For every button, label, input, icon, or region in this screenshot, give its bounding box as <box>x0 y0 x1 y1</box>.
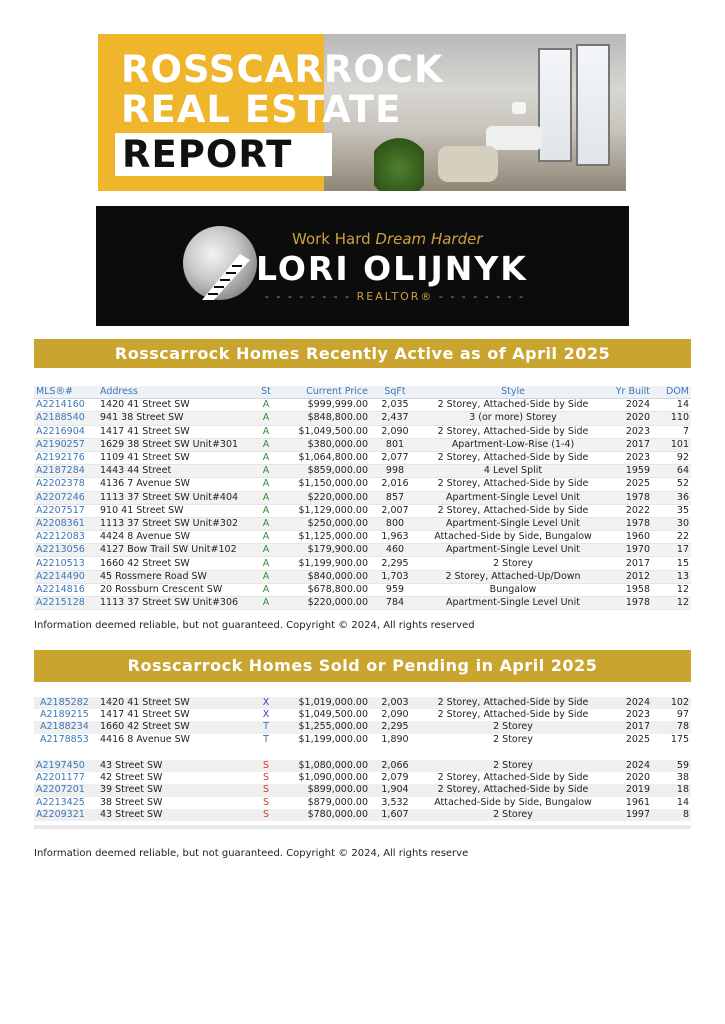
sold-listings-table <box>34 760 691 821</box>
mls-number-link[interactable]: A2210513 <box>34 557 98 570</box>
mls-number-link[interactable]: A2202378 <box>34 478 98 491</box>
sqft-cell: 1,890 <box>381 733 409 745</box>
year-built-cell: 2023 <box>606 425 652 438</box>
mls-number-link[interactable]: A2214490 <box>34 570 98 583</box>
sqft-cell: 1,904 <box>370 784 420 796</box>
days-on-market-cell: 78 <box>652 721 691 733</box>
style-cell: Apartment-Low-Rise (1-4) <box>420 438 606 451</box>
status-cell: S <box>248 784 284 796</box>
status-cell: A <box>248 557 284 570</box>
status-cell: T <box>248 721 284 733</box>
sqft-cell: 801 <box>370 438 420 451</box>
days-on-market-cell: 14 <box>676 796 689 808</box>
year-built-cell: 2020 <box>606 412 652 425</box>
status-cell: A <box>248 438 284 451</box>
style-cell: 2 Storey, Attached-Up/Down <box>420 570 606 583</box>
address-cell: 4136 7 Avenue SW <box>98 478 248 491</box>
style-cell: 2 Storey, Attached-Side by Side <box>437 709 589 721</box>
status-cell: S <box>262 796 270 808</box>
days-on-market-cell: 18 <box>652 784 691 796</box>
price-cell: $1,125,000.00 <box>284 531 370 544</box>
mls-number-link[interactable]: A2209321 <box>34 809 98 821</box>
active-section-title: Rosscarrock Homes Recently Active as of April 2025 <box>34 339 691 368</box>
year-built-cell: 2023 <box>625 709 650 721</box>
address-cell: 38 Street SW <box>100 796 163 808</box>
sold-section-title: Rosscarrock Homes Sold or Pending in April 2025 <box>34 650 691 682</box>
mls-number-link[interactable]: A2192176 <box>34 451 98 464</box>
days-on-market-cell: 7 <box>652 425 691 438</box>
sqft-cell: 1,963 <box>370 531 420 544</box>
table-row <box>34 570 691 583</box>
mls-number-link[interactable]: A2216904 <box>34 425 98 438</box>
sqft-cell: 2,016 <box>370 478 420 491</box>
address-cell: 43 Street SW <box>98 809 248 821</box>
style-cell: 2 Storey, Attached-Side by Side <box>437 772 589 784</box>
style-cell: 2 Storey, Attached-Side by Side <box>420 451 606 464</box>
price-cell: $220,000.00 <box>284 597 370 610</box>
style-cell: 2 Storey, Attached-Side by Side <box>420 399 606 412</box>
price-cell: $1,255,000.00 <box>284 721 370 733</box>
days-on-market-cell: 17 <box>652 544 691 557</box>
address-cell: 1417 41 Street SW <box>100 709 190 721</box>
year-built-cell: 2024 <box>606 697 652 709</box>
table-row <box>34 504 691 517</box>
year-built-cell: 2023 <box>606 451 652 464</box>
sqft-cell: 1,703 <box>370 570 420 583</box>
sqft-cell: 959 <box>370 583 420 596</box>
table-row <box>34 760 691 772</box>
table-row <box>34 583 691 596</box>
mls-number-link[interactable]: A2213425 <box>36 796 85 808</box>
price-cell: $780,000.00 <box>284 809 370 821</box>
col-price: Current Price <box>284 386 370 399</box>
price-cell: $1,049,500.00 <box>298 709 368 721</box>
year-built-cell: 1997 <box>606 809 652 821</box>
table-row <box>34 557 691 570</box>
table-row <box>34 438 691 451</box>
sqft-cell: 800 <box>370 517 420 530</box>
days-on-market-cell: 64 <box>652 465 691 478</box>
mls-number-link[interactable]: A2215128 <box>34 597 98 610</box>
price-cell: $1,199,900.00 <box>284 557 370 570</box>
sqft-cell: 2,035 <box>370 399 420 412</box>
table-row <box>34 784 691 796</box>
status-cell: A <box>248 597 284 610</box>
address-cell: 42 Street SW <box>100 772 163 784</box>
mls-number-link[interactable]: A2197450 <box>34 760 98 772</box>
table-row <box>34 772 691 784</box>
stairs-icon <box>196 250 250 300</box>
days-on-market-cell: 38 <box>676 772 689 784</box>
tagline-part1: Work Hard <box>292 230 376 248</box>
sqft-cell: 784 <box>370 597 420 610</box>
style-cell: 2 Storey, Attached-Side by Side <box>420 504 606 517</box>
year-built-cell: 2025 <box>606 478 652 491</box>
mls-number-link[interactable]: A2201177 <box>36 772 85 784</box>
table-row <box>34 809 691 821</box>
status-cell: X <box>248 697 284 709</box>
year-built-cell: 2012 <box>606 570 652 583</box>
status-cell: X <box>262 709 270 721</box>
year-built-cell: 1978 <box>606 491 652 504</box>
col-year: Yr Built <box>606 386 652 399</box>
price-cell: $999,999.00 <box>284 399 370 412</box>
table-row <box>34 721 691 733</box>
days-on-market-cell: 175 <box>670 733 689 745</box>
days-on-market-cell: 14 <box>652 399 691 412</box>
price-cell: $1,090,000.00 <box>298 772 368 784</box>
mls-number-link[interactable]: A2187284 <box>34 465 98 478</box>
table-row <box>34 531 691 544</box>
mls-number-link[interactable]: A2207517 <box>34 504 98 517</box>
address-cell: 1109 41 Street SW <box>98 451 248 464</box>
year-built-cell: 1978 <box>606 517 652 530</box>
status-cell: A <box>248 425 284 438</box>
price-cell: $1,129,000.00 <box>284 504 370 517</box>
plant-image <box>374 134 424 191</box>
table-row <box>34 399 691 412</box>
table-row <box>34 709 691 721</box>
status-cell: A <box>248 504 284 517</box>
year-built-cell: 2024 <box>606 760 652 772</box>
status-cell: A <box>248 570 284 583</box>
disclaimer-text: Information deemed reliable, but not guaranteed. Copyright © 2024, All rights reserve <box>34 848 469 859</box>
price-cell: $1,199,000.00 <box>298 733 368 745</box>
table-row <box>34 451 691 464</box>
sqft-cell: 2,077 <box>370 451 420 464</box>
year-built-cell: 1960 <box>606 531 652 544</box>
days-on-market-cell: 12 <box>652 597 691 610</box>
price-cell: $250,000.00 <box>284 517 370 530</box>
style-cell: 2 Storey <box>420 721 606 733</box>
table-row <box>34 478 691 491</box>
address-cell: 1660 42 Street SW <box>98 557 248 570</box>
days-on-market-cell: 35 <box>652 504 691 517</box>
mls-number-link[interactable]: A2208361 <box>34 517 98 530</box>
style-cell: Bungalow <box>420 583 606 596</box>
days-on-market-cell: 102 <box>652 697 691 709</box>
days-on-market-cell: 92 <box>652 451 691 464</box>
address-cell: 910 41 Street SW <box>98 504 248 517</box>
price-cell: $899,000.00 <box>284 784 370 796</box>
mls-number-link[interactable]: A2214816 <box>34 583 98 596</box>
status-cell: A <box>248 544 284 557</box>
address-cell: 4416 8 Avenue SW <box>100 733 190 745</box>
tagline-part2: Dream Harder <box>375 230 483 248</box>
banner-title-line3: REPORT <box>122 133 293 176</box>
col-address: Address <box>98 386 248 399</box>
price-cell: $848,800.00 <box>284 412 370 425</box>
lamp-image <box>512 102 526 114</box>
style-cell: 4 Level Split <box>420 465 606 478</box>
style-cell: 2 Storey, Attached-Side by Side <box>420 478 606 491</box>
address-cell: 4127 Bow Trail SW Unit#102 <box>98 544 248 557</box>
price-cell: $1,080,000.00 <box>284 760 370 772</box>
year-built-cell: 2017 <box>606 557 652 570</box>
price-cell: $879,000.00 <box>307 796 368 808</box>
days-on-market-cell: 101 <box>652 438 691 451</box>
price-cell: $179,900.00 <box>284 544 370 557</box>
realtor-name: LORI OLIJNYK <box>256 249 528 288</box>
pending-listings-table <box>34 697 691 746</box>
table-row <box>34 697 691 709</box>
year-built-cell: 2024 <box>606 399 652 412</box>
active-listings-table <box>34 386 691 610</box>
year-built-cell: 2017 <box>606 721 652 733</box>
style-cell: 2 Storey <box>420 557 606 570</box>
address-cell: 1113 37 Street SW Unit#404 <box>98 491 248 504</box>
mls-number-link[interactable]: A2188234 <box>34 721 98 733</box>
banner-title-line2: REAL ESTATE <box>121 88 402 131</box>
style-cell: Apartment-Single Level Unit <box>420 491 606 504</box>
address-cell: 1629 38 Street SW Unit#301 <box>98 438 248 451</box>
sqft-cell: 2,090 <box>381 709 409 721</box>
col-style: Style <box>420 386 606 399</box>
sqft-cell: 857 <box>370 491 420 504</box>
style-cell: 2 Storey <box>420 760 606 772</box>
window-image <box>576 44 610 166</box>
mls-number-link[interactable]: A2178853 <box>40 733 89 745</box>
table-row <box>34 491 691 504</box>
status-cell: A <box>248 478 284 491</box>
sqft-cell: 2,007 <box>370 504 420 517</box>
price-cell: $220,000.00 <box>284 491 370 504</box>
table-row <box>34 544 691 557</box>
col-status: St <box>248 386 284 399</box>
status-cell: S <box>248 760 284 772</box>
year-built-cell: 2017 <box>606 438 652 451</box>
address-cell: 1443 44 Street <box>98 465 248 478</box>
year-built-cell: 1961 <box>625 796 650 808</box>
price-cell: $1,049,500.00 <box>284 425 370 438</box>
days-on-market-cell: 15 <box>652 557 691 570</box>
disclaimer-text: Information deemed reliable, but not guaranteed. Copyright © 2024, All rights reserved <box>34 620 475 631</box>
sqft-cell: 2,079 <box>381 772 409 784</box>
year-built-cell: 2025 <box>625 733 650 745</box>
sqft-cell: 3,532 <box>381 796 409 808</box>
year-built-cell: 1959 <box>606 465 652 478</box>
style-cell: 2 Storey <box>493 733 533 745</box>
address-cell: 20 Rossburn Crescent SW <box>98 583 248 596</box>
price-cell: $840,000.00 <box>284 570 370 583</box>
address-cell: 1417 41 Street SW <box>98 425 248 438</box>
price-cell: $380,000.00 <box>284 438 370 451</box>
address-cell: 45 Rossmere Road SW <box>98 570 248 583</box>
days-on-market-cell: 30 <box>652 517 691 530</box>
chair-image <box>438 146 498 182</box>
mls-number-link[interactable]: A2185282 <box>34 697 98 709</box>
price-cell: $1,064,800.00 <box>284 451 370 464</box>
days-on-market-cell: 22 <box>652 531 691 544</box>
price-cell: $1,019,000.00 <box>284 697 370 709</box>
status-cell: A <box>248 465 284 478</box>
mls-number-link[interactable]: A2207201 <box>34 784 98 796</box>
price-cell: $859,000.00 <box>284 465 370 478</box>
table-row <box>34 797 691 809</box>
days-on-market-cell: 12 <box>652 583 691 596</box>
truncated-row <box>34 825 691 829</box>
mls-number-link[interactable]: A2213056 <box>34 544 98 557</box>
style-cell: Attached-Side by Side, Bungalow <box>420 531 606 544</box>
address-cell: 43 Street SW <box>98 760 248 772</box>
status-cell: A <box>248 451 284 464</box>
address-cell: 4424 8 Avenue SW <box>98 531 248 544</box>
sqft-cell: 1,607 <box>370 809 420 821</box>
sqft-cell: 998 <box>370 465 420 478</box>
days-on-market-cell: 36 <box>652 491 691 504</box>
price-cell: $678,800.00 <box>284 583 370 596</box>
style-cell: 2 Storey, Attached-Side by Side <box>420 697 606 709</box>
status-cell: S <box>262 772 270 784</box>
sqft-cell: 460 <box>370 544 420 557</box>
year-built-cell: 1958 <box>606 583 652 596</box>
sqft-cell: 2,437 <box>370 412 420 425</box>
sqft-cell: 2,003 <box>370 697 420 709</box>
realtor-label: - - - - - - - - REALTOR® - - - - - - - - <box>264 290 526 303</box>
sqft-cell: 2,295 <box>370 721 420 733</box>
status-cell: A <box>248 517 284 530</box>
window-image <box>538 48 572 162</box>
style-cell: Apartment-Single Level Unit <box>420 597 606 610</box>
year-built-cell: 2022 <box>606 504 652 517</box>
mls-number-link[interactable]: A2212083 <box>34 531 98 544</box>
table-header-row <box>34 386 691 399</box>
status-cell: A <box>248 491 284 504</box>
year-built-cell: 1978 <box>606 597 652 610</box>
mls-number-link[interactable]: A2188540 <box>34 412 98 425</box>
table-row <box>34 597 691 610</box>
table-row <box>34 465 691 478</box>
mls-number-link[interactable]: A2190257 <box>34 438 98 451</box>
style-cell: Apartment-Single Level Unit <box>420 517 606 530</box>
style-cell: Attached-Side by Side, Bungalow <box>434 796 592 808</box>
year-built-cell: 2020 <box>625 772 650 784</box>
days-on-market-cell: 59 <box>652 760 691 772</box>
address-cell: 1113 37 Street SW Unit#306 <box>98 597 248 610</box>
status-cell: A <box>248 583 284 596</box>
style-cell: 3 (or more) Storey <box>420 412 606 425</box>
status-cell: A <box>248 531 284 544</box>
status-cell: A <box>248 412 284 425</box>
table-row <box>34 412 691 425</box>
days-on-market-cell: 52 <box>652 478 691 491</box>
sqft-cell: 2,295 <box>370 557 420 570</box>
mls-number-link[interactable]: A2207246 <box>34 491 98 504</box>
year-built-cell: 1970 <box>606 544 652 557</box>
mls-number-link[interactable]: A2214160 <box>34 399 98 412</box>
address-cell: 1420 41 Street SW <box>98 697 248 709</box>
col-sqft: SqFt <box>370 386 420 399</box>
col-mls: MLS®# <box>34 386 98 399</box>
status-cell: A <box>248 399 284 412</box>
table-row <box>34 517 691 530</box>
address-cell: 1660 42 Street SW <box>98 721 248 733</box>
year-built-cell: 2019 <box>606 784 652 796</box>
days-on-market-cell: 8 <box>652 809 691 821</box>
sqft-cell: 2,066 <box>370 760 420 772</box>
style-cell: 2 Storey, Attached-Side by Side <box>420 784 606 796</box>
banner-title-line1: ROSSCARROCK <box>121 48 444 91</box>
mls-number-link[interactable]: A2189215 <box>40 709 89 721</box>
sofa-image <box>486 126 542 150</box>
col-dom: DOM <box>652 386 691 399</box>
style-cell: Apartment-Single Level Unit <box>420 544 606 557</box>
days-on-market-cell: 97 <box>676 709 689 721</box>
address-cell: 39 Street SW <box>98 784 248 796</box>
table-row <box>34 425 691 438</box>
style-cell: 2 Storey, Attached-Side by Side <box>420 425 606 438</box>
logo-tagline <box>292 230 483 248</box>
style-cell: 2 Storey <box>420 809 606 821</box>
days-on-market-cell: 110 <box>652 412 691 425</box>
status-cell: T <box>263 733 269 745</box>
address-cell: 941 38 Street SW <box>98 412 248 425</box>
days-on-market-cell: 13 <box>652 570 691 583</box>
address-cell: 1420 41 Street SW <box>98 399 248 412</box>
price-cell: $1,150,000.00 <box>284 478 370 491</box>
table-row <box>34 734 691 746</box>
status-cell: S <box>248 809 284 821</box>
address-cell: 1113 37 Street SW Unit#302 <box>98 517 248 530</box>
sqft-cell: 2,090 <box>370 425 420 438</box>
